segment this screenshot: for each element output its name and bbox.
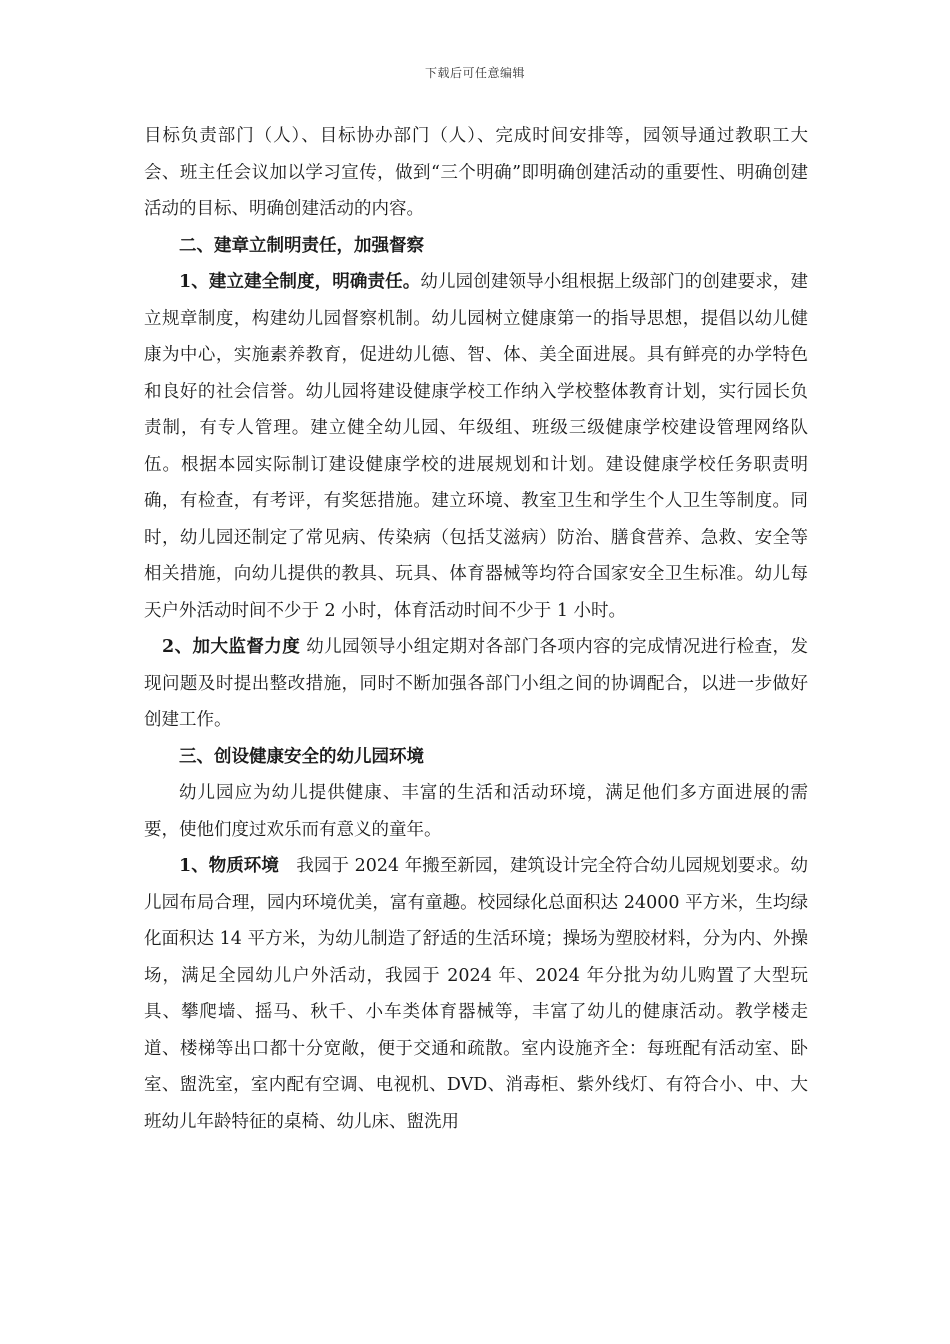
paragraph-environment-intro: 幼儿园应为幼儿提供健康、丰富的生活和活动环境，满足他们多方面进展的需要，使他们度过欢乐而有意义的童年。 [144, 783, 808, 840]
page-header: 下载后可任意编辑 [424, 66, 525, 80]
paragraph-supervision [144, 629, 808, 739]
section-heading-3: 三、创设健康安全的幼儿园环境 [179, 746, 424, 767]
paragraph-system-lead: 1、建立建全制度，明确责任。 [179, 272, 421, 292]
paragraph-supervision-lead: 2、加大监督力度 [162, 637, 301, 657]
paragraph-system [144, 264, 808, 629]
paragraph-physical-lead: 1、物质环境 [179, 856, 279, 876]
paragraph-physical-environment [144, 848, 808, 1140]
section-heading-2: 二、建章立制明责任，加强督察 [179, 235, 424, 256]
document-body [144, 118, 808, 1140]
paragraph-intro: 目标负责部门（人）、目标协办部门（人）、完成时间安排等，园领导通过教职工大会、班主任会议加以学习宣传，做到“三个明确”即明确创建活动的重要性、明确创建活动的目标、明确创建活动的内容。 [144, 126, 808, 219]
paragraph-system-text: 幼儿园创建领导小组根据上级部门的创建要求，建立规章制度，构建幼儿园督察机制。幼儿园树立健康第一的指导思想，提倡以幼儿健康为中心，实施素养教育，促进幼儿德、智、体、美全面进展。具有鲜亮的办学特色和良好的社会信誉。幼儿园将建设健康学校工作纳入学校整体教育计划，实行园长负责制，有专人管理。建立健全幼儿园、年级组、班级三级健康学校建设管理网络队伍。根据本园实际制订建设健康学校的进展规划和计划。建设健康学校任务职责明确，有检查，有考评，有奖惩措施。建立环境、教室卫生和学生个人卫生等制度。同时，幼儿园还制定了常见病、传染病（包括艾滋病）防治、膳食营养、急救、安全等相关措施，向幼儿提供的教具、玩具、体育器械等均符合国家安全卫生标准。幼儿每天户外活动时间不少于 2 小时，体育活动时间不少于 1 小时。 [144, 272, 808, 621]
paragraph-physical-text: 我园于 2024 年搬至新园，建筑设计完全符合幼儿园规划要求。幼儿园布局合理，园内环境优美，富有童趣。校园绿化总面积达 24000 平方米，生均绿化面积达 14 平方米，为幼儿制造了舒适的生活环境；操场为塑胶材料，分为内、外操场，满足全园幼儿户外活动，我园于 2024 年、2024 年分批为幼儿购置了大型玩具、攀爬墙、摇马、秋千、小车类体育器械等，丰富了幼儿的健康活动。教学楼走道、楼梯等出口都十分宽敞，便于交通和疏散。室内设施齐全：每班配有活动室、卧室、盥洗室，室内配有空调、电视机、DVD、消毒柜、紫外线灯、有符合小、中、大班幼儿年龄特征的桌椅、幼儿床、盥洗用 [144, 856, 808, 1132]
paragraph-supervision-text: 幼儿园领导小组定期对各部门各项内容的完成情况进行检查，发现问题及时提出整改措施，同时不断加强各部门小组之间的协调配合，以进一步做好创建工作。 [144, 637, 808, 730]
